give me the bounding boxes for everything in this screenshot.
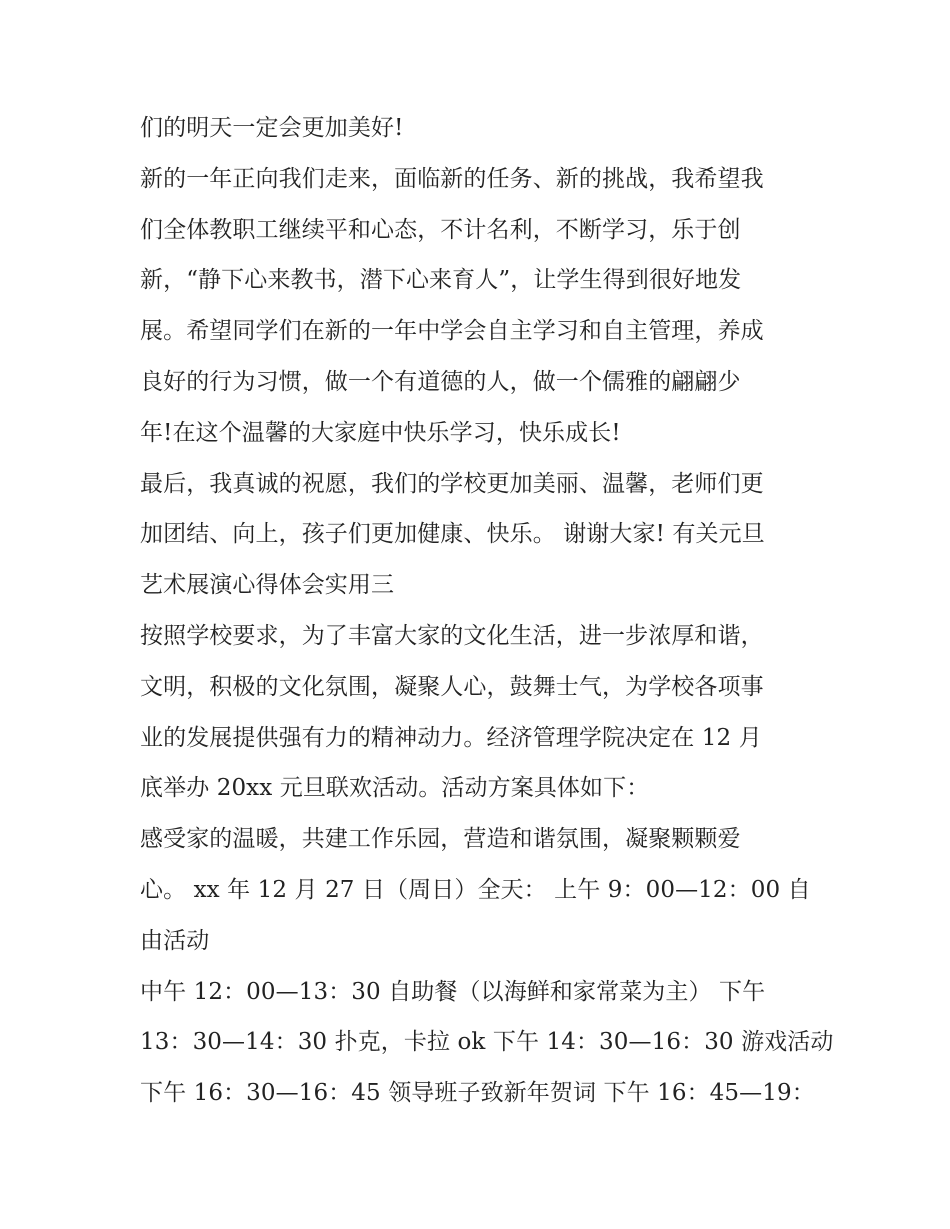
schedule-line: 13：30—14：30 扑克，卡拉 ok 下午 14：30—16：30 游戏活动 bbox=[140, 1029, 834, 1056]
text-line: 们全体教职工继续平和心态，不计名利，不断学习，乐于创 bbox=[140, 216, 741, 243]
text-line: 底举办 20xx 元旦联欢活动。活动方案具体如下： bbox=[140, 775, 650, 802]
text-line: 加团结、向上，孩子们更加健康、快乐。 谢谢大家! 有关元旦 bbox=[140, 521, 765, 548]
document-body bbox=[140, 103, 834, 1119]
text-line: 新的一年正向我们走来，面临新的任务、新的挑战，我希望我 bbox=[140, 165, 764, 192]
text-line: 年!在这个温馨的大家庭中快乐学习，快乐成长! bbox=[140, 419, 621, 446]
text-line: 展。希望同学们在新的一年中学会自主学习和自主管理，养成 bbox=[140, 318, 764, 345]
text-line: 按照学校要求，为了丰富大家的文化生活，进一步浓厚和谐， bbox=[140, 622, 764, 649]
schedule-line: 由活动 bbox=[140, 927, 210, 954]
text-line: 良好的行为习惯，做一个有道德的人，做一个儒雅的翩翩少 bbox=[140, 368, 741, 395]
schedule-line: 下午 16：30—16：45 领导班子致新年贺词 下午 16：45—19： bbox=[140, 1080, 815, 1107]
text-line: 感受家的温暖，共建工作乐园，营造和谐氛围，凝聚颗颗爱 bbox=[140, 826, 741, 853]
text-line: 们的明天一定会更加美好! bbox=[140, 115, 404, 141]
text-line: 业的发展提供强有力的精神动力。经济管理学院决定在 12 月 bbox=[140, 724, 762, 751]
text-line: 最后，我真诚的祝愿，我们的学校更加美丽、温馨，老师们更 bbox=[140, 470, 764, 497]
text-line: 文明，积极的文化氛围，凝聚人心，鼓舞士气，为学校各项事 bbox=[140, 673, 764, 700]
schedule-line: 中午 12：00—13：30 自助餐（以海鲜和家常菜为主） 下午 bbox=[140, 978, 766, 1005]
section-title-line: 艺术展演心得体会实用三 bbox=[140, 572, 395, 599]
schedule-line: 心。 xx 年 12 月 27 日（周日）全天： 上午 9：00—12：00 自 bbox=[140, 876, 811, 903]
text-line: 新，“静下心来教书，潜下心来育人”，让学生得到很好地发 bbox=[140, 267, 742, 294]
